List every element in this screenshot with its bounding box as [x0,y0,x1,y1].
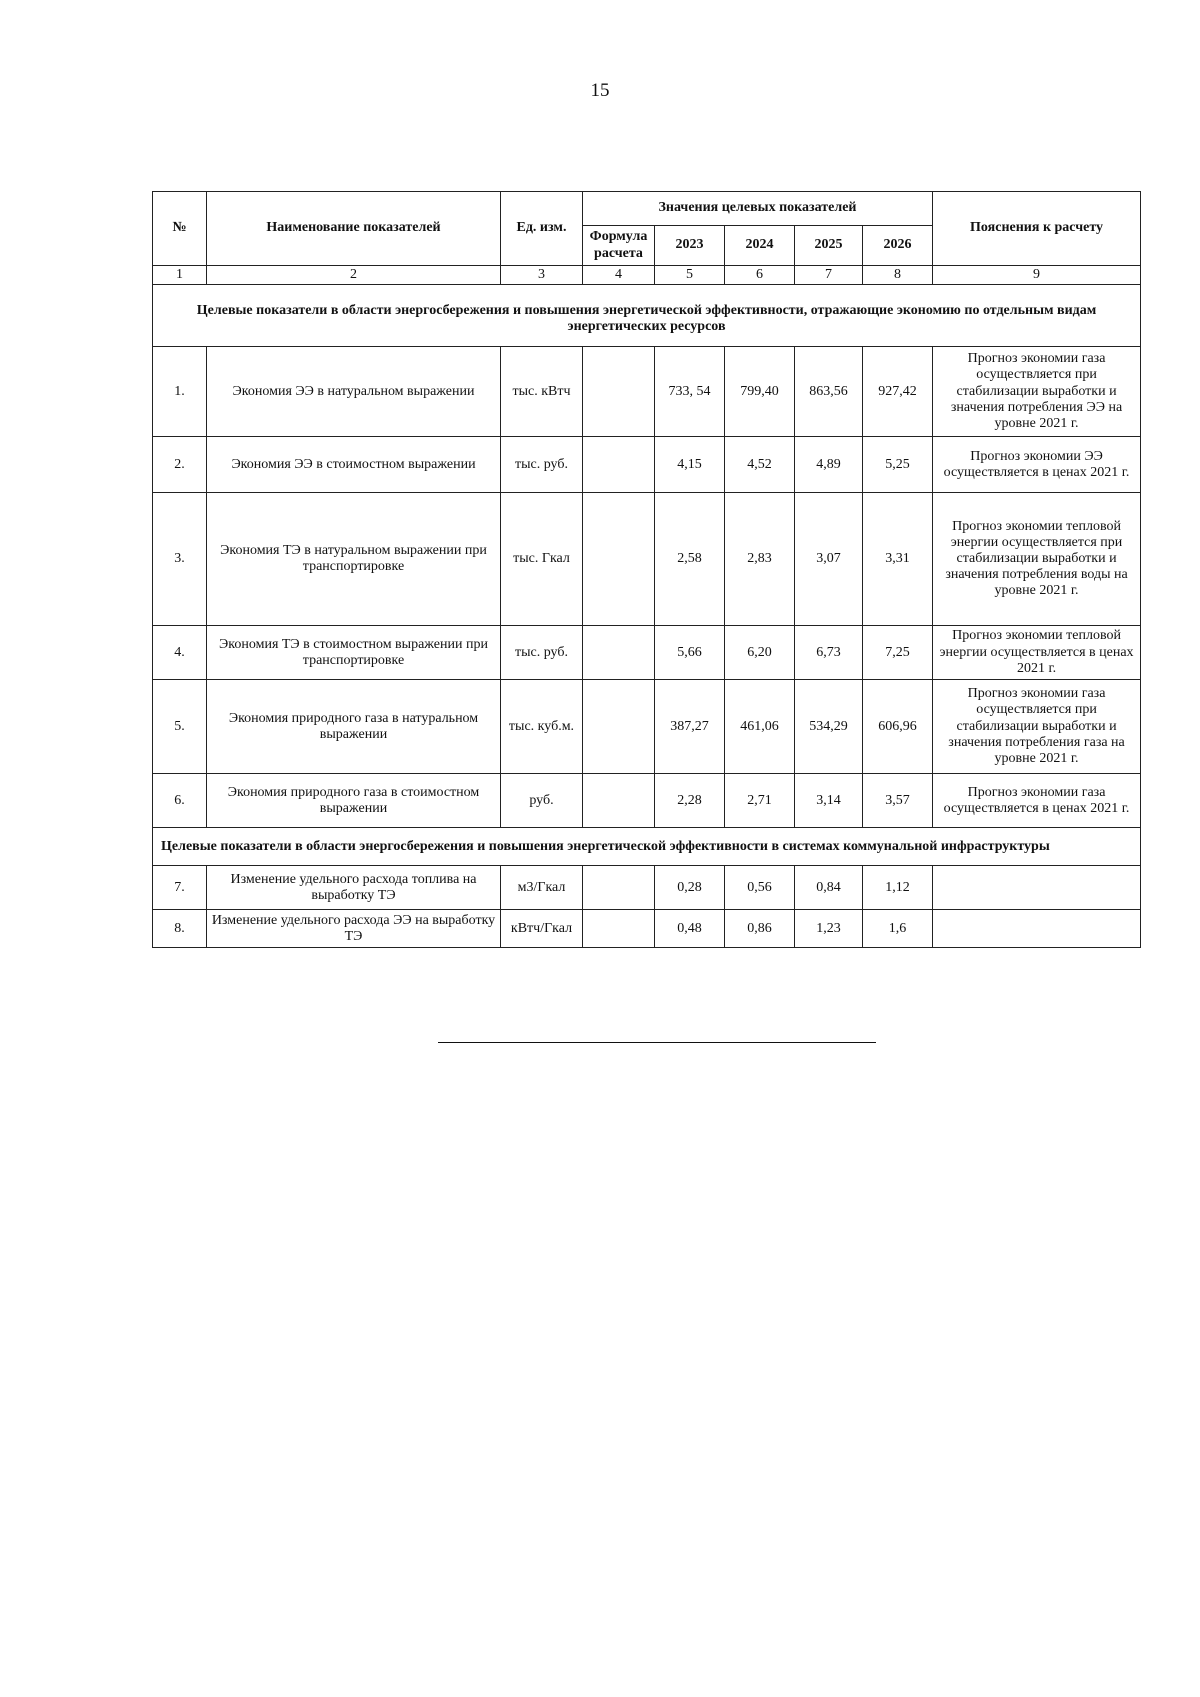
row-value-2023: 4,15 [655,437,725,493]
row-unit: м3/Гкал [501,866,583,910]
column-number: 1 [153,266,207,285]
row-formula [583,626,655,680]
row-name: Экономия природного газа в натуральном выражении [207,680,501,774]
header-year: 2023 [655,226,725,266]
section-row [153,285,1141,347]
row-value-2024: 461,06 [725,680,795,774]
row-value-2026: 3,57 [863,774,933,828]
row-value-2026: 3,31 [863,493,933,626]
end-divider [438,1042,876,1043]
header-formula: Формула расчета [583,226,655,266]
table-row [153,493,1141,626]
column-number: 4 [583,266,655,285]
table-row [153,437,1141,493]
header-name: Наименование показателей [207,192,501,266]
row-formula [583,866,655,910]
table-row [153,774,1141,828]
column-number: 2 [207,266,501,285]
column-number: 6 [725,266,795,285]
row-value-2025: 0,84 [795,866,863,910]
row-unit: тыс. куб.м. [501,680,583,774]
row-number: 4. [153,626,207,680]
section-row [153,828,1141,866]
row-value-2025: 6,73 [795,626,863,680]
row-value-2024: 6,20 [725,626,795,680]
row-name: Экономия природного газа в стоимостном выражении [207,774,501,828]
column-number: 5 [655,266,725,285]
row-formula [583,680,655,774]
row-note: Прогноз экономии газа осуществляется при стабилизации выработки и значения потребления газа на уровне 2021 г. [933,680,1141,774]
row-value-2023: 0,48 [655,910,725,948]
row-value-2026: 1,6 [863,910,933,948]
row-formula [583,910,655,948]
row-value-2024: 2,71 [725,774,795,828]
row-value-2026: 927,42 [863,347,933,437]
row-value-2025: 3,07 [795,493,863,626]
column-number: 9 [933,266,1141,285]
row-name: Изменение удельного расхода топлива на выработку ТЭ [207,866,501,910]
row-value-2024: 2,83 [725,493,795,626]
row-value-2025: 1,23 [795,910,863,948]
row-name: Экономия ЭЭ в натуральном выражении [207,347,501,437]
row-name: Изменение удельного расхода ЭЭ на выработку ТЭ [207,910,501,948]
row-note: Прогноз экономии газа осуществляется при стабилизации выработки и значения потребления ЭЭ на уровне 2021 г. [933,347,1141,437]
column-number: 7 [795,266,863,285]
row-name: Экономия ЭЭ в стоимостном выражении [207,437,501,493]
row-note [933,910,1141,948]
row-number: 5. [153,680,207,774]
table-row [153,626,1141,680]
row-formula [583,774,655,828]
header-year: 2024 [725,226,795,266]
row-note: Прогноз экономии тепловой энергии осуществляется при стабилизации выработки и значения потребления воды на уровне 2021 г. [933,493,1141,626]
indicators-table [152,191,1141,948]
column-number: 8 [863,266,933,285]
row-number: 2. [153,437,207,493]
row-name: Экономия ТЭ в натуральном выражении при транспортировке [207,493,501,626]
row-value-2025: 863,56 [795,347,863,437]
header-year: 2026 [863,226,933,266]
section-title: Целевые показатели в области энергосбережения и повышения энергетической эффективности в системах коммунальной инфраструктуры [153,828,1141,866]
row-value-2024: 0,86 [725,910,795,948]
row-value-2026: 606,96 [863,680,933,774]
row-unit: руб. [501,774,583,828]
header-notes: Пояснения к расчету [933,192,1141,266]
row-value-2024: 799,40 [725,347,795,437]
header-unit: Ед. изм. [501,192,583,266]
table-row [153,680,1141,774]
column-numbers-row [153,266,1141,285]
header-year: 2025 [795,226,863,266]
row-unit: тыс. руб. [501,437,583,493]
row-value-2023: 2,28 [655,774,725,828]
table-row [153,910,1141,948]
row-value-2024: 0,56 [725,866,795,910]
column-number: 3 [501,266,583,285]
row-value-2025: 3,14 [795,774,863,828]
row-value-2023: 5,66 [655,626,725,680]
row-value-2023: 387,27 [655,680,725,774]
row-value-2026: 1,12 [863,866,933,910]
row-unit: тыс. руб. [501,626,583,680]
row-number: 6. [153,774,207,828]
row-value-2025: 534,29 [795,680,863,774]
row-value-2024: 4,52 [725,437,795,493]
row-formula [583,347,655,437]
row-note [933,866,1141,910]
row-value-2023: 733, 54 [655,347,725,437]
row-unit: тыс. кВтч [501,347,583,437]
row-value-2023: 2,58 [655,493,725,626]
row-number: 7. [153,866,207,910]
row-note: Прогноз экономии тепловой энергии осуществляется в ценах 2021 г. [933,626,1141,680]
row-formula [583,493,655,626]
row-note: Прогноз экономии ЭЭ осуществляется в ценах 2021 г. [933,437,1141,493]
row-note: Прогноз экономии газа осуществляется в ценах 2021 г. [933,774,1141,828]
row-name: Экономия ТЭ в стоимостном выражении при транспортировке [207,626,501,680]
row-unit: кВтч/Гкал [501,910,583,948]
table-row [153,347,1141,437]
row-value-2025: 4,89 [795,437,863,493]
row-value-2026: 7,25 [863,626,933,680]
row-number: 1. [153,347,207,437]
row-unit: тыс. Гкал [501,493,583,626]
row-value-2023: 0,28 [655,866,725,910]
page-number: 15 [590,80,610,101]
row-formula [583,437,655,493]
row-value-2026: 5,25 [863,437,933,493]
row-number: 3. [153,493,207,626]
section-title: Целевые показатели в области энергосбережения и повышения энергетической эффективности, отражающие экономию по отдельным видам энергетических ресурсов [153,285,1141,347]
header-target-values: Значения целевых показателей [583,192,933,226]
header-no: № [153,192,207,266]
row-number: 8. [153,910,207,948]
table-row [153,866,1141,910]
